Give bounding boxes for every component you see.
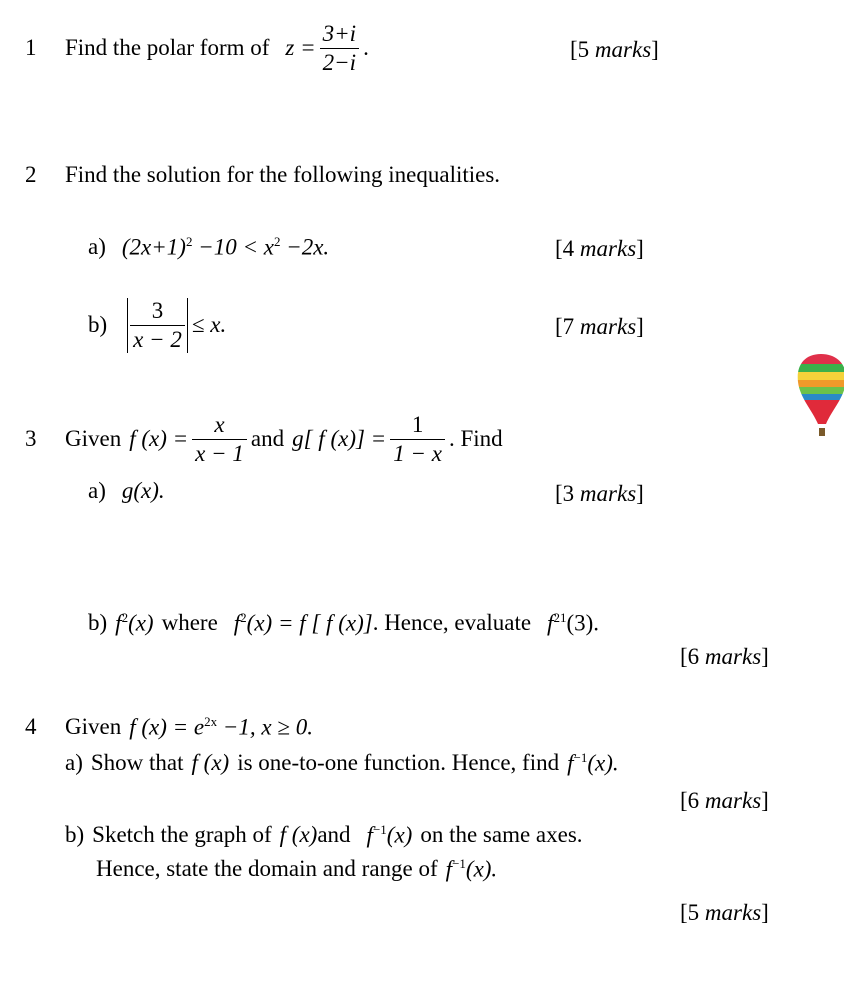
question-4a <box>65 750 619 777</box>
fraction <box>320 21 359 76</box>
question-text: Show that <box>90 750 184 776</box>
fraction: $\frac{1}{1 - x}$ <box>390 412 445 467</box>
math-expression: g(x). <box>121 478 165 503</box>
question-4b <box>65 822 583 849</box>
marks-label: [ 5 marks ] <box>680 900 769 926</box>
question-3a <box>88 478 165 504</box>
math-lhs: g[ f (x)] = <box>292 426 387 451</box>
marks-label: [ 4 marks ] <box>555 236 644 262</box>
math-expression: $(2x+1)^2 -10 < x^2 -2x$. <box>121 234 330 260</box>
numerator: 3+i <box>322 20 357 46</box>
question-2 <box>0 162 500 188</box>
fraction: $\frac{x}{x - 1}$ <box>192 412 247 467</box>
question-1 <box>0 14 369 82</box>
math-expression: f (x) <box>191 750 230 776</box>
part-label: a) <box>65 750 83 776</box>
math-expression: $f^2(x)$ <box>115 610 154 636</box>
question-4 <box>0 714 313 741</box>
math-expression: f (x) <box>279 822 318 848</box>
marks-label: [ 6 marks ] <box>680 788 769 814</box>
part-label: a) <box>88 234 106 260</box>
period: . <box>363 35 369 60</box>
question-text: Find the solution for the following inequalities. <box>65 162 501 187</box>
math-lhs: z = <box>285 35 316 60</box>
part-label: b) <box>88 312 108 337</box>
question-text: and <box>317 822 351 848</box>
marks-label: [ 3 marks ] <box>555 481 644 507</box>
math-lhs: f (x) = <box>129 426 189 451</box>
question-text: where <box>161 610 218 636</box>
question-2b <box>88 290 226 360</box>
question-3 <box>0 405 503 473</box>
question-4b-line2 <box>96 856 497 883</box>
question-text: Find the polar form of <box>65 35 270 60</box>
math-expression: $f^{-1}(x)$. <box>567 750 619 776</box>
math-expression: f $(x) = e^{2x} -1$, x ≥ 0. <box>129 714 313 740</box>
question-text: Given <box>65 714 122 740</box>
denominator: 2−i <box>320 48 359 76</box>
question-text: is one-to-one function. Hence, find <box>237 750 560 776</box>
absolute-value: $\frac{3}{x - 2}$ <box>127 298 188 353</box>
question-number: 1 <box>25 35 37 60</box>
hot-air-balloon-image <box>796 352 844 444</box>
question-text: Sketch the graph of <box>92 822 272 848</box>
question-text: on the same axes. <box>420 822 583 848</box>
math-expression: ≤ x. <box>191 312 227 337</box>
question-number: 3 <box>25 426 37 451</box>
question-number: 2 <box>25 162 37 187</box>
question-number: 4 <box>25 714 37 740</box>
marks-label: [ 5 marks ] <box>570 37 659 63</box>
part-label: b) <box>88 610 108 636</box>
math-expression: $f^{-1}(x)$. <box>445 856 498 882</box>
marks-label: [ 7 marks ] <box>555 314 644 340</box>
question-text: . Hence, evaluate <box>372 610 532 636</box>
question-3b <box>88 610 599 637</box>
marks-label: [ 6 marks ] <box>680 644 769 670</box>
question-text: Given <box>65 426 122 451</box>
question-text: . Find <box>448 426 503 451</box>
part-label: b) <box>65 822 85 848</box>
math-expression: $f^{-1}(x)$ <box>366 822 413 848</box>
math-expression: $f^{21}(3)$. <box>547 610 600 636</box>
question-2a <box>88 234 329 261</box>
math-expression: $f^2(x) = f$ [ f (x)] <box>233 610 373 636</box>
question-text: and <box>250 426 285 451</box>
part-label: a) <box>88 478 106 503</box>
question-text: Hence, state the domain and range of <box>96 856 438 882</box>
